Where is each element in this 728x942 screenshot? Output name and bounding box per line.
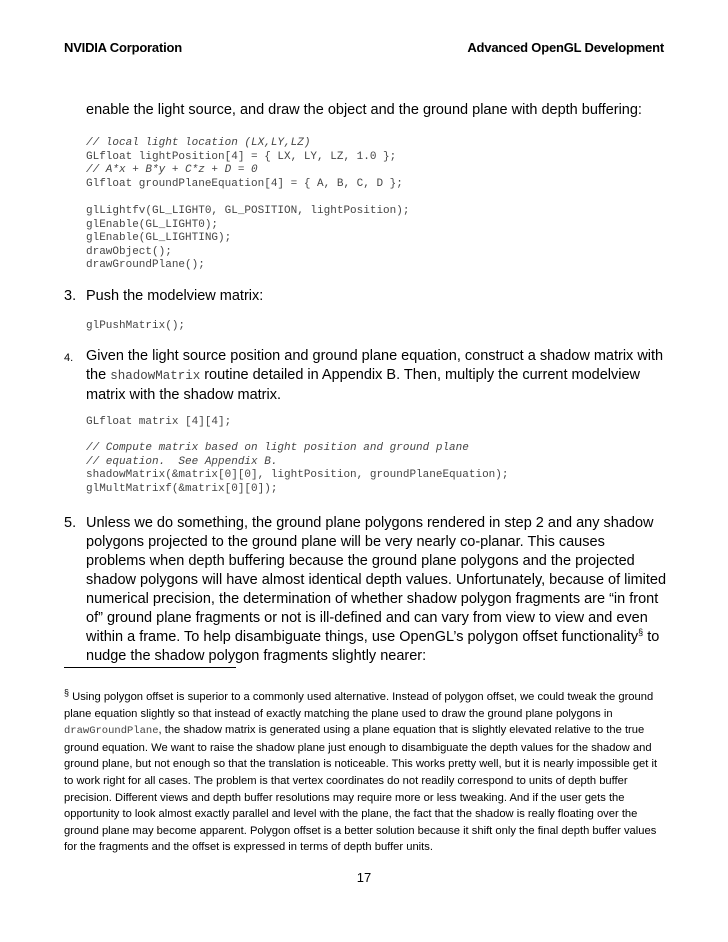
code-line: Glfloat groundPlaneEquation[4] = { A, B, C, D }; [86, 177, 403, 190]
code-block-enable [86, 205, 409, 273]
code-comment: // Compute matrix based on light position and ground plane [86, 442, 469, 454]
step5-line: of” ground plane fragments or not is ill-defined and can vary from view to view and even [86, 610, 648, 626]
step5-line: problems when depth buffering because the ground plane polygons and the projected [86, 553, 635, 569]
header-company: NVIDIA Corporation [64, 40, 182, 55]
footnote-divider [64, 667, 236, 668]
footnote [64, 689, 664, 856]
step5-line: shadow polygons will have almost identical depth values. Unfortunately, because of limited [86, 572, 667, 588]
code-line: glEnable(GL_LIGHT0); [86, 218, 219, 231]
step5-line-suffix: to [643, 629, 660, 645]
step5-line-text: within a frame. To help disambiguate things, use OpenGL’s polygon offset functionality [86, 629, 639, 645]
code-comment: // local light location (LX,LY,LZ) [86, 137, 311, 149]
step4-line: matrix with the shadow matrix. [86, 387, 282, 403]
code-line: glLightfv(GL_LIGHT0, GL_POSITION, lightPosition); [86, 205, 410, 217]
footnote-text-a: Using polygon offset is superior to a commonly used alternative. Instead of polygon offset, we could tweak the ground plane equation slightly so that instead of exactly matching the plane used to draw the ground plane polygons in [64, 691, 654, 720]
step5-line: numerical precision, the determination of whether shadow polygon fragments are “in front [86, 591, 659, 607]
code-comment: // equation. See Appendix B. [86, 455, 278, 468]
footnote-marker: § [638, 627, 644, 638]
step5-line [86, 628, 676, 647]
step4-text [86, 347, 676, 405]
footnote-inline-code: drawGroundPlane [64, 725, 159, 738]
code-line: drawObject(); [86, 245, 172, 258]
step-number: 4. [64, 352, 74, 364]
step4-line: Given the light source position and ground plane equation, construct a shadow matrix with [86, 348, 664, 364]
code-line: drawGroundPlane(); [86, 259, 205, 272]
code-block-shadow-matrix [86, 442, 508, 496]
step5-line: polygons projected to the ground plane will be very nearly co-planar. This causes [86, 534, 605, 550]
header-title: Advanced OpenGL Development [467, 40, 664, 55]
code-line: glMultMatrixf(&matrix[0][0]); [86, 482, 278, 495]
step5-text [86, 514, 676, 666]
step-number: 3. [64, 288, 77, 304]
step-number: 5. [64, 515, 77, 531]
code-line: GLfloat lightPosition[4] = { LX, LY, LZ, 1.0 }; [86, 150, 397, 163]
footnote-text-b: , the shadow matrix is generated using a plane equation that is slightly elevated relative to the true ground equation. We want to raise the shadow plane just enough to disambiguate the depth values for the shadow and ground plane, but not enough so that the translation is noticeable. This works pretty well, but it is nearly impossible get it to work right for all cases. The problem is that vertex coordinates do not readily correspond to units of depth buffer precision. Different views and depth buffer resolutions may require more or less tweaking. And if the user gets the opportunity to look almost exactly parallel and level with the plane, the fact that the shadow is really floating over the ground plane may become apparent. Polygon offset is a better solution because it shift only the final depth buffer values for the fragments and the offset is expressed in terms of depth buffer units. [64, 724, 658, 854]
code-block-light-setup [86, 137, 403, 191]
code-matrix-decl: GLfloat matrix [4][4]; [86, 416, 232, 428]
code-line: shadowMatrix(&matrix[0][0], lightPosition, groundPlaneEquation); [86, 469, 509, 482]
step4-line [86, 366, 676, 386]
code-line: glEnable(GL_LIGHTING); [86, 232, 232, 245]
step5-line: Unless we do something, the ground plane polygons rendered in step 2 and any shadow [86, 515, 654, 531]
code-comment: // A*x + B*y + C*z + D = 0 [86, 164, 258, 177]
step3-text: Push the modelview matrix: [86, 288, 264, 304]
step4-line-post: routine detailed in Appendix B. Then, multiply the current modelview [200, 367, 641, 383]
footnote-mark: § [64, 687, 70, 698]
code-push-matrix: glPushMatrix(); [86, 320, 186, 332]
step4-line-pre: the [86, 367, 111, 383]
intro-line: enable the light source, and draw the object and the ground plane with depth buffering: [86, 102, 642, 118]
step5-line: nudge the shadow polygon fragments slightly nearer: [86, 648, 427, 664]
inline-code: shadowMatrix [110, 369, 201, 383]
page-number: 17 [356, 870, 372, 885]
